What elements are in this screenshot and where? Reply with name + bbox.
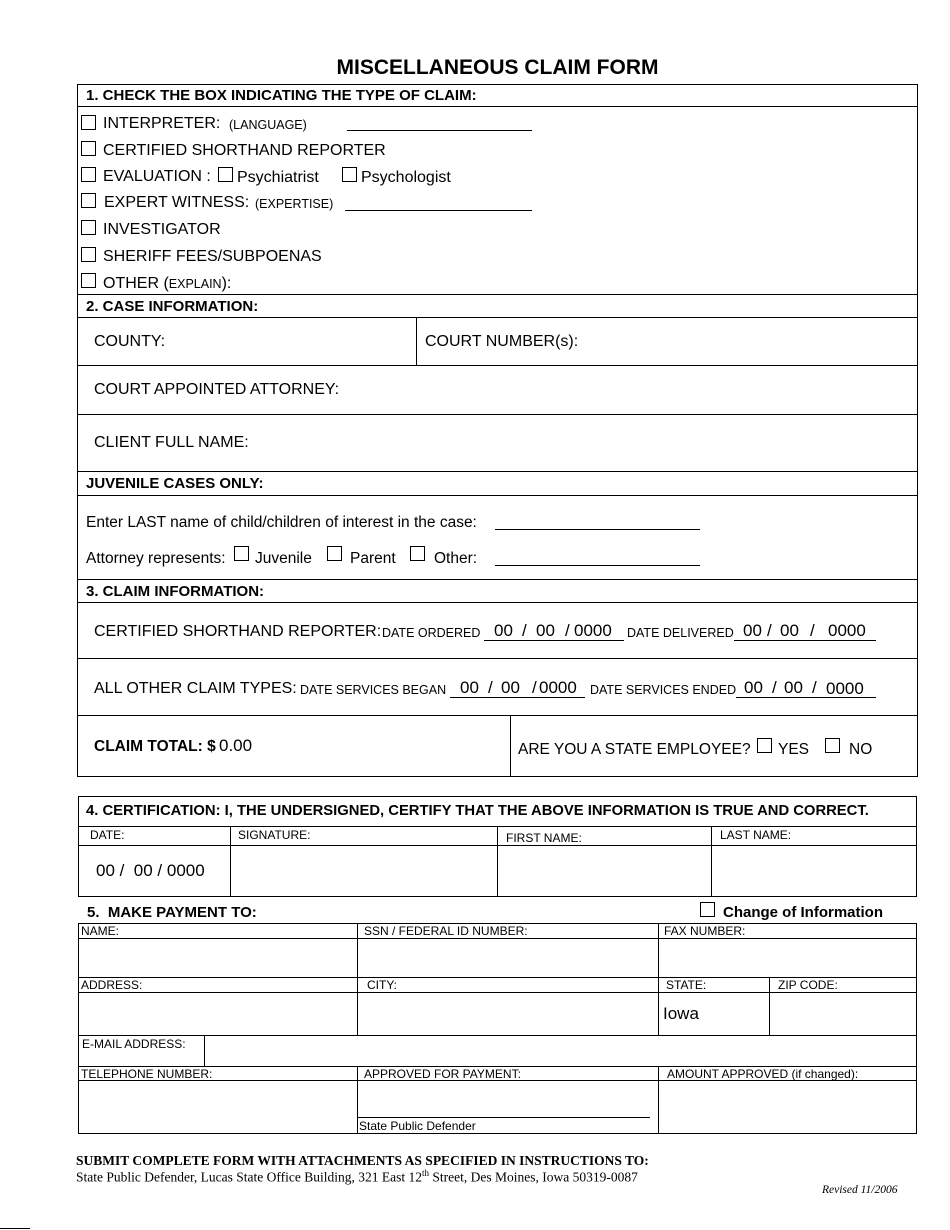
- other-checkbox[interactable]: [81, 273, 96, 288]
- date-delivered-label: DATE DELIVERED: [627, 626, 734, 640]
- submit-address: [76, 1168, 638, 1186]
- expert-witness-label: EXPERT WITNESS:: [104, 194, 250, 211]
- court-number-label: COURT NUMBER(s):: [425, 333, 579, 350]
- section2-header: 2. CASE INFORMATION:: [86, 298, 259, 315]
- expertise-label: (EXPERTISE): [255, 197, 334, 211]
- signature-label: SIGNATURE:: [238, 828, 311, 842]
- divider: [711, 826, 712, 897]
- divider: [416, 317, 417, 365]
- date-ordered-label: DATE ORDERED: [382, 626, 481, 640]
- date-ended-day[interactable]: 00: [784, 678, 803, 697]
- yes-label: YES: [778, 741, 810, 758]
- state-employee-label: ARE YOU A STATE EMPLOYEE?: [518, 741, 751, 758]
- county-label: COUNTY:: [94, 333, 166, 350]
- parent-label: Parent: [350, 550, 396, 567]
- investigator-checkbox[interactable]: [81, 220, 96, 235]
- date-ended-underline: [736, 697, 876, 698]
- investigator-label: INVESTIGATOR: [103, 221, 221, 238]
- cert-date-value[interactable]: 00 / 00 / 0000: [96, 861, 205, 880]
- child-last-name-label: Enter LAST name of child/children of interest in the case:: [86, 514, 477, 531]
- psychologist-checkbox[interactable]: [342, 167, 357, 182]
- cert-date-label: DATE:: [90, 828, 125, 842]
- divider: [78, 1080, 917, 1081]
- divider: [658, 977, 659, 1035]
- divider: [497, 826, 498, 897]
- shorthand-checkbox[interactable]: [81, 141, 96, 156]
- evaluation-label: EVALUATION :: [103, 168, 211, 185]
- divider: [78, 938, 917, 939]
- email-label: E-MAIL ADDRESS:: [82, 1037, 186, 1051]
- date-began-month[interactable]: 00: [460, 678, 479, 697]
- ssn-label: SSN / FEDERAL ID NUMBER:: [364, 924, 528, 938]
- date-ordered-year[interactable]: 0000: [574, 621, 612, 640]
- psychologist-label: Psychologist: [361, 169, 451, 186]
- date-ended-year[interactable]: 0000: [826, 679, 864, 698]
- juvenile-header: JUVENILE CASES ONLY:: [86, 475, 264, 492]
- csr-claim-label: CERTIFIED SHORTHAND REPORTER:: [94, 623, 382, 640]
- no-label: NO: [849, 741, 873, 758]
- divider: [77, 294, 918, 295]
- date-ordered-day[interactable]: 00: [536, 621, 555, 640]
- zip-label: ZIP CODE:: [778, 978, 838, 992]
- divider: [77, 106, 918, 107]
- date-delivered-year[interactable]: 0000: [828, 621, 866, 640]
- section1-header: 1. CHECK THE BOX INDICATING THE TYPE OF CLAIM:: [86, 87, 477, 104]
- address-label: ADDRESS:: [81, 978, 143, 992]
- sheriff-label: SHERIFF FEES/SUBPOENAS: [103, 248, 322, 265]
- sheriff-checkbox[interactable]: [81, 247, 96, 262]
- shorthand-label: CERTIFIED SHORTHAND REPORTER: [103, 142, 386, 159]
- divider: [78, 992, 917, 993]
- state-label: STATE:: [666, 978, 707, 992]
- section5-header: 5. MAKE PAYMENT TO:: [87, 904, 257, 921]
- divider: [77, 658, 918, 659]
- date-delivered-day[interactable]: 00: [780, 621, 799, 640]
- state-value[interactable]: Iowa: [663, 1004, 699, 1023]
- other-label: [103, 275, 231, 293]
- fax-label: FAX NUMBER:: [664, 924, 746, 938]
- claim-total-value[interactable]: 0.00: [219, 736, 253, 755]
- divider: [77, 579, 918, 580]
- date-separator: /: [812, 678, 817, 697]
- date-delivered-month[interactable]: 00: [743, 621, 762, 640]
- section3-header: 3. CLAIM INFORMATION:: [86, 583, 265, 600]
- attorney-represents-label: Attorney represents:: [86, 550, 226, 567]
- juvenile-checkbox[interactable]: [234, 546, 249, 561]
- divider: [77, 414, 918, 415]
- main-form-box: [77, 84, 918, 777]
- divider: [77, 471, 918, 472]
- payment-box: [78, 923, 917, 1134]
- other-represents-checkbox[interactable]: [410, 546, 425, 561]
- amount-approved-label: AMOUNT APPROVED (if changed):: [667, 1067, 859, 1081]
- child-last-name-field[interactable]: [495, 529, 700, 530]
- psychiatrist-label: Psychiatrist: [237, 169, 319, 186]
- state-employee-no-checkbox[interactable]: [825, 738, 840, 753]
- form-title: MISCELLANEOUS CLAIM FORM: [336, 56, 659, 79]
- client-name-label: CLIENT FULL NAME:: [94, 434, 249, 451]
- divider: [77, 365, 918, 366]
- language-field[interactable]: [347, 130, 532, 131]
- other-represents-label: Other:: [434, 550, 478, 567]
- date-began-underline: [450, 697, 585, 698]
- divider: [230, 826, 231, 897]
- interpreter-label: INTERPRETER:: [103, 115, 221, 132]
- expertise-field[interactable]: [345, 210, 532, 211]
- change-of-information-label: Change of Information: [723, 904, 883, 921]
- divider: [77, 317, 918, 318]
- change-of-information-checkbox[interactable]: [700, 902, 715, 917]
- psychiatrist-checkbox[interactable]: [218, 167, 233, 182]
- other-represents-field[interactable]: [495, 565, 700, 566]
- date-separator: /: [488, 678, 493, 697]
- expert-witness-checkbox[interactable]: [81, 193, 96, 208]
- payee-name-label: NAME:: [81, 924, 120, 938]
- last-name-label: LAST NAME:: [720, 828, 792, 842]
- telephone-label: TELEPHONE NUMBER:: [81, 1067, 213, 1081]
- other-explain-label: EXPLAIN: [168, 277, 222, 291]
- date-ordered-month[interactable]: 00: [494, 621, 513, 640]
- divider: [77, 715, 918, 716]
- parent-checkbox[interactable]: [327, 546, 342, 561]
- section4-header: 4. CERTIFICATION: I, THE UNDERSIGNED, CERTIFY THAT THE ABOVE INFORMATION IS TRUE AND CORRECT.: [86, 803, 869, 819]
- revised-date: Revised 11/2006: [822, 1184, 898, 1196]
- date-began-year[interactable]: 0000: [539, 678, 577, 697]
- address-sup: th: [422, 1168, 430, 1178]
- state-employee-yes-checkbox[interactable]: [757, 738, 772, 753]
- other-label-suffix: ):: [221, 275, 232, 292]
- divider: [357, 1066, 358, 1134]
- divider: [357, 977, 358, 1035]
- language-label: (LANGUAGE): [229, 118, 307, 132]
- address-post: Street, Des Moines, Iowa 50319-0087: [429, 1169, 638, 1185]
- first-name-label: FIRST NAME:: [506, 831, 582, 845]
- other-label-prefix: OTHER (: [103, 275, 169, 292]
- date-separator: /: [532, 678, 537, 697]
- divider: [204, 1035, 205, 1066]
- divider: [0, 1228, 30, 1229]
- date-began-label: DATE SERVICES BEGAN: [300, 683, 447, 697]
- divider: [769, 977, 770, 1035]
- divider: [77, 495, 918, 496]
- date-separator: /: [772, 678, 777, 697]
- spd-label: State Public Defender: [359, 1119, 476, 1133]
- date-separator: /: [522, 621, 527, 640]
- evaluation-checkbox[interactable]: [81, 167, 96, 182]
- divider: [658, 1066, 659, 1134]
- address-pre: State Public Defender, Lucas State Office Building, 321 East 12: [76, 1169, 423, 1185]
- date-ended-month[interactable]: 00: [744, 678, 763, 697]
- interpreter-checkbox[interactable]: [81, 115, 96, 130]
- date-began-day[interactable]: 00: [501, 678, 520, 697]
- claim-total-label: CLAIM TOTAL: $: [94, 738, 216, 755]
- date-separator: /: [565, 621, 570, 640]
- approved-label: APPROVED FOR PAYMENT:: [364, 1067, 521, 1081]
- date-separator: /: [810, 621, 815, 640]
- divider: [658, 923, 659, 978]
- divider: [510, 715, 511, 777]
- date-ended-label: DATE SERVICES ENDED: [590, 683, 737, 697]
- submit-instructions: SUBMIT COMPLETE FORM WITH ATTACHMENTS AS SPECIFIED IN INSTRUCTIONS TO:: [76, 1153, 649, 1168]
- other-claim-types-label: ALL OTHER CLAIM TYPES:: [94, 680, 297, 697]
- juvenile-label: Juvenile: [255, 550, 312, 567]
- city-label: CITY:: [367, 978, 398, 992]
- date-ordered-underline: [484, 640, 624, 641]
- date-separator: /: [767, 621, 772, 640]
- divider: [77, 602, 918, 603]
- attorney-label: COURT APPOINTED ATTORNEY:: [94, 381, 340, 398]
- date-delivered-underline: [734, 640, 876, 641]
- approval-signature-line[interactable]: [358, 1117, 650, 1118]
- divider: [357, 923, 358, 978]
